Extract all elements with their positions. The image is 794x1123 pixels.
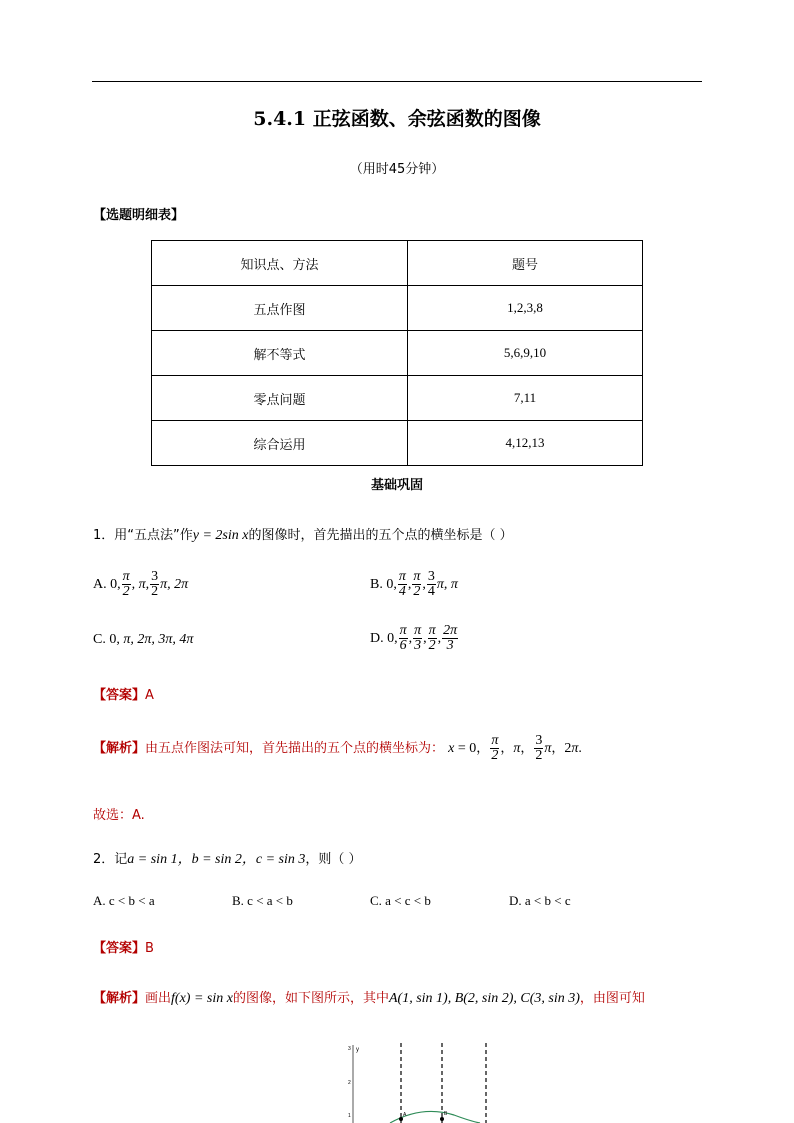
q1-prefix: 1．用“五点法”作	[93, 528, 193, 543]
point-b	[440, 1117, 444, 1121]
analysis-points: A(1, sin 1), B(2, sin 2), C(3, sin 3)	[388, 991, 580, 1006]
q2-option-c: C. a < c < b	[370, 893, 431, 908]
table-row	[152, 286, 643, 331]
y-tick-label: 2	[348, 1080, 351, 1086]
q2-expr: a = sin 1，b = sin 2，c = sin 3	[127, 852, 306, 867]
table-row	[152, 376, 643, 421]
q2-option-a: A. c < b < a	[93, 893, 155, 908]
q1-option-d: D. 0, $\frac{\pi}{6}$ , $\frac{\pi}{3}$ , $\frac{\pi}{2}$ , $\frac{2\pi}{3}$	[370, 623, 458, 653]
table-cell: 综合运用	[152, 421, 408, 466]
table-cell: 五点作图	[152, 286, 408, 331]
q2-answer	[93, 937, 154, 956]
analysis-text: ，由图可知	[579, 991, 645, 1006]
table-cell: 零点问题	[152, 376, 408, 421]
answer-value: A	[145, 688, 154, 703]
analysis-expr: f(x) = sin x	[171, 991, 233, 1006]
table-cell: 解不等式	[152, 331, 408, 376]
analysis-text: 由五点作图法可知，首先描出的五个点的横坐标为：	[145, 741, 445, 756]
point-label: A	[403, 1112, 407, 1118]
q1-conclusion: 故选：A.	[93, 808, 145, 823]
basic-heading: 基础巩固	[370, 478, 423, 493]
answer-label: 【答案】	[93, 688, 146, 703]
y-tick-label: 1	[348, 1113, 351, 1119]
sine-graph	[330, 1035, 530, 1123]
table-cell: 1,2,3,8	[408, 286, 643, 331]
table-header-cell: 题号	[408, 241, 643, 286]
table-cell: 7,11	[408, 376, 643, 421]
q1-option-b: B. 0, $\frac{\pi}{4}$ , $\frac{\pi}{2}$ , $\frac{3}{4}$ π, π	[370, 569, 458, 599]
q1-analysis: 【解析】由五点作图法可知，首先描出的五个点的横坐标为： x = 0， $\frac{\pi}{2}$ ，π， $\frac{3}{2}$ π，2π.	[93, 733, 582, 763]
question-1	[93, 524, 513, 544]
q2-analysis	[93, 987, 645, 1007]
table-row	[152, 331, 643, 376]
answer-label: 【答案】	[93, 941, 146, 956]
header-rule	[92, 81, 702, 82]
table-cell: 5,6,9,10	[408, 331, 643, 376]
time-note: （用时45分钟）	[349, 162, 445, 177]
table-cell: 4,12,13	[408, 421, 643, 466]
analysis-text: 画出	[145, 991, 172, 1006]
q1-suffix: 的图像时，首先描出的五个点的横坐标是（ ）	[248, 528, 513, 543]
q2-option-b: B. c < a < b	[232, 893, 293, 908]
y-axis-label: y	[356, 1047, 359, 1053]
q1-option-c: C. 0, π, 2π, 3π, 4π	[93, 632, 194, 647]
table-row	[152, 421, 643, 466]
q1-expr: y = 2sin x	[192, 528, 249, 543]
q1-option-a: A. 0, $\frac{\pi}{2}$ , π, $\frac{3}{2}$ π, 2π	[93, 569, 189, 599]
q1-answer	[93, 684, 154, 703]
question-2	[93, 848, 362, 868]
y-tick-label: 3	[348, 1046, 351, 1052]
q2-suffix: ，则（ ）	[305, 852, 362, 867]
point-label: B	[444, 1111, 448, 1117]
analysis-label: 【解析】	[93, 741, 146, 756]
table-header-cell: 知识点、方法	[152, 241, 408, 286]
page-title: 5.4.1 正弦函数、余弦函数的图像	[253, 108, 541, 130]
q2-prefix: 2．记	[93, 852, 128, 867]
analysis-text: 的图像，如下图所示，其中	[232, 991, 389, 1006]
analysis-label: 【解析】	[93, 991, 146, 1006]
q2-option-d: D. a < b < c	[509, 893, 571, 908]
topic-table	[151, 240, 643, 466]
table-header-row	[152, 241, 643, 286]
section-label: 【选题明细表】	[93, 208, 185, 223]
answer-value: B	[145, 941, 154, 956]
